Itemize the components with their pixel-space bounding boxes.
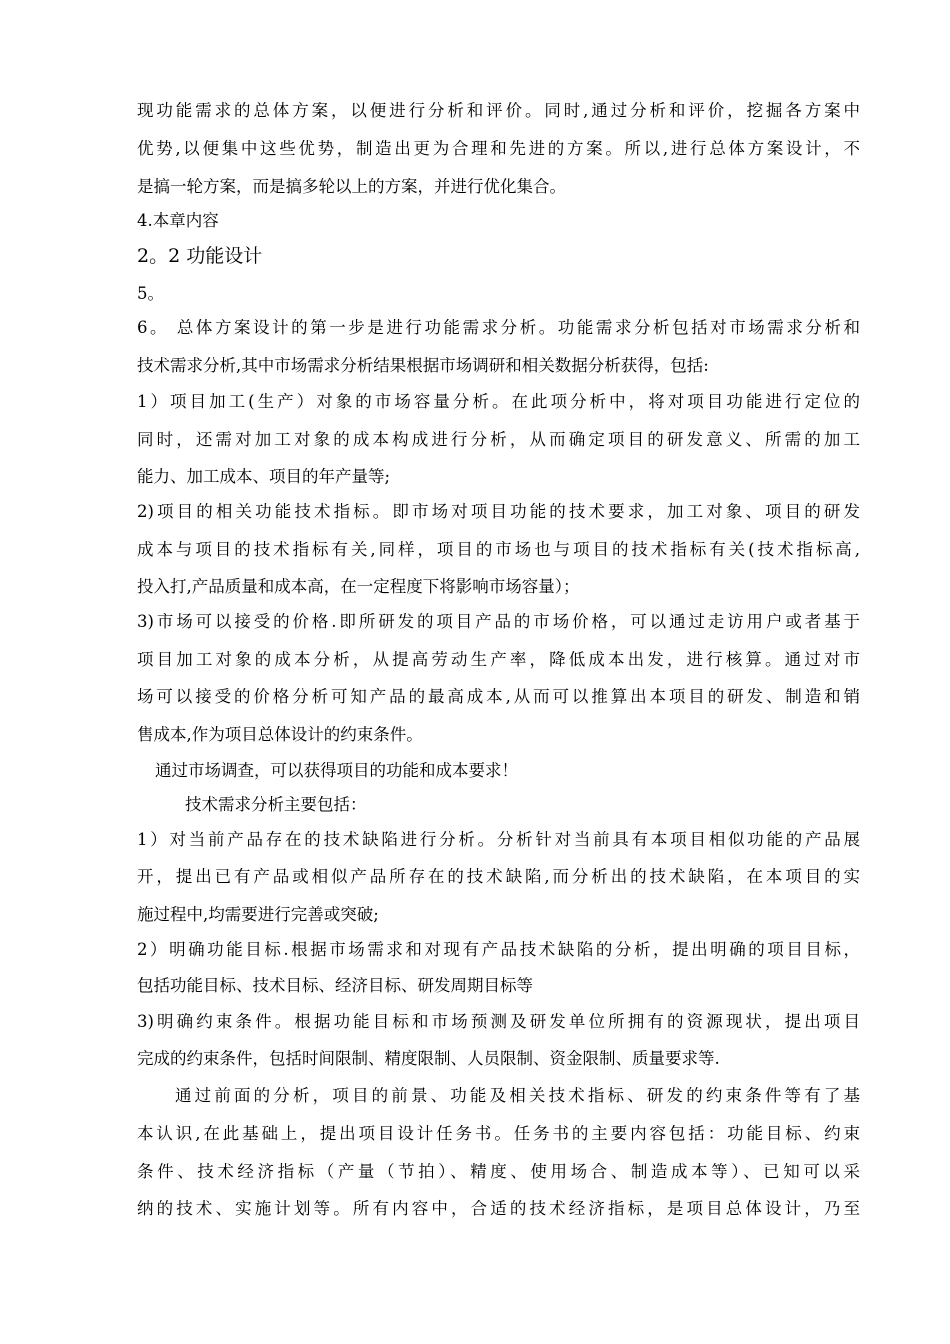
body-text-line: 项目加工对象的成本分析，从提高劳动生产率，降低成本出发，进行核算。通过对市 <box>137 650 860 669</box>
body-text-line: 投入打,产品质量和成本高，在一定程度下将影响市场容量）； <box>137 577 580 596</box>
body-text-line: 同时，还需对加工对象的成本构成进行分析，从而确定项目的研发意义、所需的加工 <box>137 430 860 449</box>
body-text-line: 1）项目加工(生产）对象的市场容量分析。在此项分析中，将对项目功能进行定位的 <box>137 392 860 411</box>
body-text-line: 6。 总体方案设计的第一步是进行功能需求分析。功能需求分析包括对市场需求分析和 <box>137 318 860 337</box>
body-text-line: 通过前面的分析，项目的前景、功能及相关技术指标、研发的约束条件等有了基 <box>175 1086 860 1105</box>
body-text-line: 成本与项目的技术指标有关,同样，项目的市场也与项目的技术指标有关(技术指标高, <box>137 540 860 559</box>
body-text-line: 3)明确约束条件。根据功能目标和市场预测及研发单位所拥有的资源现状，提出项目 <box>137 1012 860 1031</box>
body-text-line: 3)市场可以接受的价格.即所研发的项目产品的市场价格，可以通过走访用户或者基于 <box>137 612 860 631</box>
chapter-content-label: 4.本章内容 <box>137 211 219 230</box>
body-text-line: 1）对当前产品存在的技术缺陷进行分析。分析针对当前具有本项目相似功能的产品展 <box>137 830 860 849</box>
body-text-line: 是搞一轮方案，而是搞多轮以上的方案，并进行优化集合。 <box>137 177 566 196</box>
body-text-line: 能力、加工成本、项目的年产量等; <box>137 467 391 486</box>
body-text-line: 包括功能目标、技术目标、经济目标、研发周期目标等 <box>137 976 533 995</box>
list-number: 5。 <box>137 284 164 303</box>
body-text-line: 纳的技术、实施计划等。所有内容中，合适的技术经济指标，是项目总体设计，乃至 <box>137 1199 860 1218</box>
body-text-line: 条件、技术经济指标（产量（节拍）、精度、使用场合、制造成本等）、已知可以采 <box>137 1162 860 1181</box>
body-text-line: 完成的约束条件，包括时间限制、精度限制、人员限制、资金限制、质量要求等. <box>137 1049 720 1068</box>
body-text-line: 场可以接受的价格分析可知产品的最高成本,从而可以推算出本项目的研发、制造和销 <box>137 687 860 706</box>
section-heading: 2。2 功能设计 <box>137 245 263 267</box>
body-text-line: 现功能需求的总体方案，以便进行分析和评价。同时,通过分析和评价，挖掘各方案中 <box>137 101 860 120</box>
body-text-line: 技术需求分析,其中市场需求分析结果根据市场调研和相关数据分析获得，包括: <box>137 356 709 375</box>
body-text-line: 2）明确功能目标.根据市场需求和对现有产品技术缺陷的分析，提出明确的项目目标， <box>137 940 860 959</box>
body-text-line: 2)项目的相关功能技术指标。即市场对项目功能的技术要求，加工对象、项目的研发 <box>137 502 860 521</box>
body-text-line: 技术需求分析主要包括： <box>185 795 367 814</box>
body-text-line: 优势,以便集中这些优势，制造出更为合理和先进的方案。所以,进行总体方案设计，不 <box>137 139 860 158</box>
body-text-line: 开，提出已有产品或相似产品所存在的技术缺陷,而分析出的技术缺陷，在本项目的实 <box>137 867 860 886</box>
body-text-line: 本认识,在此基础上，提出项目设计任务书。任务书的主要内容包括：功能目标、约束 <box>137 1124 860 1143</box>
body-text-line: 售成本,作为项目总体设计的约束条件。 <box>137 725 423 744</box>
body-text-line: 通过市场调查，可以获得项目的功能和成本要求！ <box>155 761 518 780</box>
body-text-line: 施过程中,均需要进行完善或突破; <box>137 905 379 924</box>
